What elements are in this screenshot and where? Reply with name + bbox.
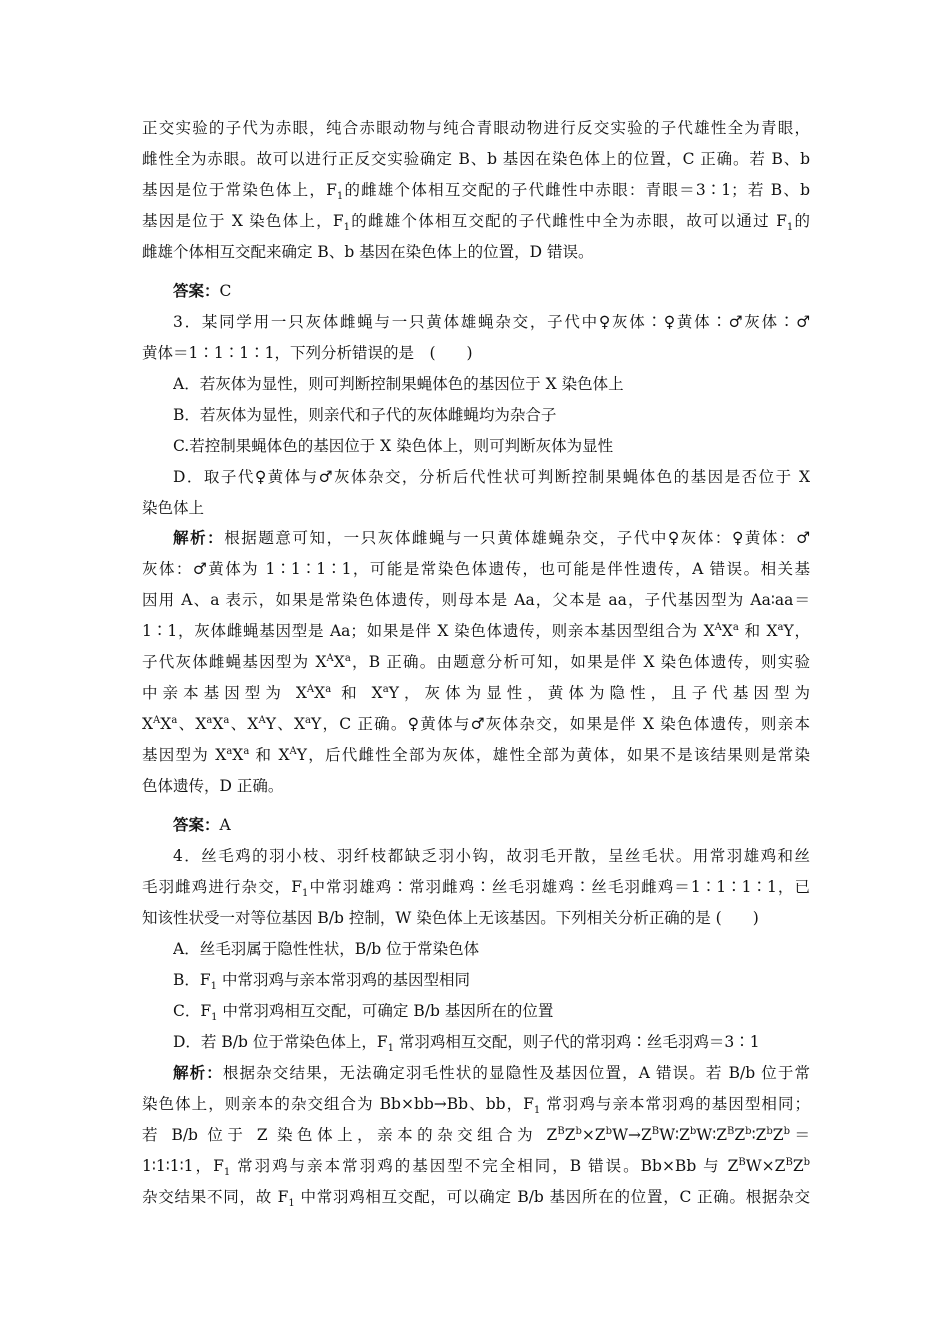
q3-answer: 答案：A — [173, 815, 231, 834]
q3-analysis-line-7: $X^AX^a$、$X^aX^a$、$X^AY$、$X^aY$，C 正确。♀黄体与♂灰体杂交，如果是伴 X 染色体遗传，则亲本 — [142, 714, 810, 733]
q4-option-c: C．$F_1$ 中常羽鸡相互交配，可确定 B/b 基因所在的位置 — [173, 1002, 554, 1022]
q3-option-c: C.若控制果蝇体色的基因位于 X 染色体上，则可判断灰体为显性 — [173, 437, 614, 455]
q3-option-d: D．取子代♀黄体与♂灰体杂交，分析后代性状可判断控制果蝇体色的基因是否位于 X — [173, 468, 810, 486]
q2-analysis-line-4: 基因是位于 X 染色体上，$F_1$的雌雄个体相互交配的子代雌性中全为赤眼，故可以通过 $F_1$的 — [142, 212, 810, 232]
q2-analysis-line-2: 雌性全为赤眼。故可以进行正反交实验确定 B、b 基因在染色体上的位置，C 正确。若 B、b — [142, 150, 810, 168]
q3-stem-line-2: 黄体＝1∶1∶1∶1，下列分析错误的是 ( ) — [142, 344, 473, 362]
q3-analysis-line-9: 色体遗传，D 正确。 — [142, 777, 284, 795]
q3-analysis-line-1: 解析：根据题意可知，一只灰体雌蝇与一只黄体雄蝇杂交，子代中♀灰体：♀黄体：♂ — [173, 528, 810, 547]
q4-analysis-line-1: 解析：根据杂交结果，无法确定羽毛性状的显隐性及基因位置，A 错误。若 B/b 位于常 — [173, 1063, 810, 1082]
q3-option-b: B．若灰体为显性，则亲代和子代的灰体雌蝇均为杂合子 — [173, 406, 557, 424]
q4-analysis-line-5: 杂交结果不同，故 $F_1$ 中常羽鸡相互交配，可以确定 B/b 基因所在的位置，C 正确。根据杂交 — [142, 1188, 810, 1208]
q3-analysis-line-2: 灰体：♂黄体为 1∶1∶1∶1，可能是常染色体遗传，也可能是伴性遗传，A 错误。相关基 — [142, 560, 810, 578]
q2-answer: 答案：C — [173, 281, 232, 300]
q3-analysis-line-3: 因用 A、a 表示，如果是常染色体遗传，则母本是 Aa，父本是 aa，子代基因型为 Aa∶aa＝ — [142, 591, 810, 609]
q3-option-a: A．若灰体为显性，则可判断控制果蝇体色的基因位于 X 染色体上 — [173, 375, 624, 393]
q4-analysis-line-2: 染色体上，则亲本的杂交组合为 Bb×bb→Bb、bb，$F_1$ 常羽鸡与亲本常羽鸡的基因型相同； — [142, 1095, 810, 1115]
q4-analysis-line-4: 1∶1∶1∶1，$F_1$ 常羽鸡与亲本常羽鸡的基因型不完全相同，B 错误。Bb×Bb 与 $Z^BW\times Z^BZ^b$ — [142, 1156, 810, 1177]
q2-analysis-line-3: 基因是位于常染色体上，$F_1$的雌雄个体相互交配的子代雌性中赤眼：青眼＝3∶1；若 B、b — [142, 181, 810, 201]
q4-stem-line-3: 知该性状受一对等位基因 B/b 控制，W 染色体上无该基因。下列相关分析正确的是 ( ) — [142, 909, 759, 927]
q3-option-d-cont: 染色体上 — [142, 499, 205, 517]
q4-stem-line-2: 毛羽雌鸡进行杂交，$F_1$中常羽雄鸡∶常羽雌鸡∶丝毛羽雄鸡∶丝毛羽雌鸡＝1∶1∶1∶1，已 — [142, 878, 810, 898]
q3-stem-line-1: 3．某同学用一只灰体雌蝇与一只黄体雄蝇杂交，子代中♀灰体∶♀黄体∶♂灰体∶♂ — [173, 313, 810, 331]
q2-analysis-line-1: 正交实验的子代为赤眼，纯合赤眼动物与纯合青眼动物进行反交实验的子代雄性全为青眼， — [142, 119, 810, 137]
q4-analysis-line-3: 若 B/b 位于 Z 染色体上，亲本的杂交组合为 $Z^BZ^b\times Z^bW\to Z^BW∶Z^bW∶Z^BZ^b∶Z^bZ^b=$ — [142, 1125, 810, 1144]
q2-analysis-line-5: 雌雄个体相互交配来确定 B、b 基因在染色体上的位置，D 错误。 — [142, 243, 594, 261]
q3-analysis-line-5: 子代灰体雌蝇基因型为 $X^AX^a$，B 正确。由题意分析可知，如果是伴 X 染色体遗传，则实验 — [142, 652, 810, 671]
q3-analysis-line-8: 基因型为 $X^aX^a$ 和 $X^AY$，后代雌性全部为灰体，雄性全部为黄体，如果不是该结果则是常染 — [142, 745, 810, 764]
q4-option-a: A．丝毛羽属于隐性性状，B/b 位于常染色体 — [173, 940, 480, 958]
q4-option-d: D．若 B/b 位于常染色体上，$F_1$ 常羽鸡相互交配，则子代的常羽鸡∶丝毛羽鸡＝3∶1 — [173, 1033, 760, 1053]
q3-analysis-line-6: 中亲本基因型为 $X^AX^a$ 和 $X^aY$，灰体为显性，黄体为隐性，且子代基因型为 — [142, 683, 810, 702]
q3-analysis-line-4: 1∶1，灰体雌蝇基因型是 Aa；如果是伴 X 染色体遗传，则亲本基因型组合为 $X^AX^a$ 和 $X^aY$， — [142, 621, 810, 640]
q4-option-b: B．$F_1$ 中常羽鸡与亲本常羽鸡的基因型相同 — [173, 971, 470, 991]
q4-stem-line-1: 4．丝毛鸡的羽小枝、羽纤枝都缺乏羽小钩，故羽毛开散，呈丝毛状。用常羽雄鸡和丝 — [173, 847, 810, 865]
